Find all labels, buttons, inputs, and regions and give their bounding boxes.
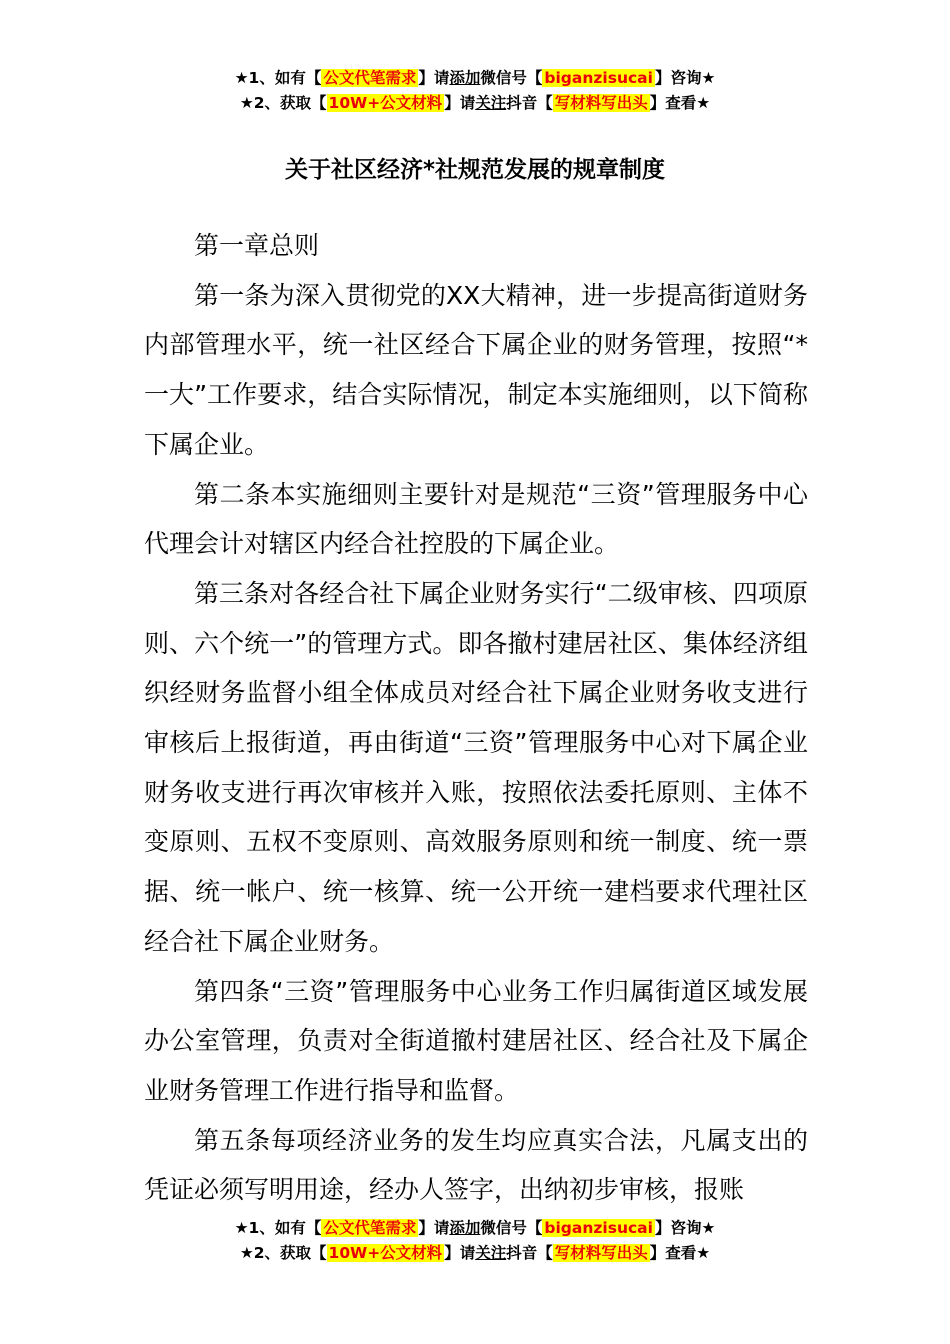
banner-highlight: 10W+公文材料	[328, 1244, 443, 1262]
banner-text: ★1、如有【	[234, 69, 322, 87]
banner-text: 抖音【	[506, 1244, 553, 1262]
banner-underline: 添加	[449, 1219, 481, 1237]
document-body	[144, 221, 808, 1215]
article-3: 第三条对各经合社下属企业财务实行“二级审核、四项原则、六个统一”的管理方式。即各撤村建居社区、集体经济组织经财务监督小组全体成员对经合社下属企业财务收支进行审核后上报街道，再由街道“三资”管理服务中心对下属企业财务收支进行再次审核并入账，按照依法委托原则、主体不变原则、五权不变原则、高效服务原则和统一制度、统一票据、统一帐户、统一核算、统一公开统一建档要求代理社区经合社下属企业财务。	[144, 578, 808, 956]
document-title: 关于社区经济*社规范发展的规章制度	[284, 157, 666, 183]
article-2: 第二条本实施细则主要针对是规范“三资”管理服务中心代理会计对辖区内经合社控股的下属企业。	[144, 479, 808, 559]
banner-text: 】咨询★	[654, 69, 716, 87]
banner-highlight: biganzisucai	[544, 1219, 653, 1237]
banner-text: ★1、如有【	[234, 1219, 322, 1237]
banner-underline: 关注	[475, 94, 507, 112]
chapter-heading: 第一章总则	[194, 231, 320, 260]
banner-line-2	[0, 1241, 950, 1266]
banner-text: 抖音【	[506, 94, 553, 112]
article-1: 第一条为深入贯彻党的XX大精神，进一步提高街道财务内部管理水平，统一社区经合下属企业的财务管理，按照“*一大”工作要求，结合实际情况，制定本实施细则，以下简称下属企业。	[144, 280, 808, 459]
banner-text: 】咨询★	[654, 1219, 716, 1237]
banner-text: 】请	[418, 1219, 450, 1237]
header-banner	[0, 66, 950, 116]
article-4: 第四条“三资”管理服务中心业务工作归属街道区域发展办公室管理，负责对全街道撤村建居社区、经合社及下属企业财务管理工作进行指导和监督。	[144, 976, 808, 1105]
banner-text: 】请	[444, 94, 476, 112]
banner-highlight: 写材料写出头	[554, 94, 648, 112]
banner-line-1	[0, 1216, 950, 1241]
banner-highlight: 公文代笔需求	[323, 69, 417, 87]
banner-line-1	[0, 66, 950, 91]
banner-text: ★2、获取【	[239, 1244, 327, 1262]
banner-text: 微信号【	[480, 69, 543, 87]
footer-banner	[0, 1216, 950, 1266]
banner-underline: 添加	[449, 69, 481, 87]
banner-highlight: 公文代笔需求	[323, 1219, 417, 1237]
banner-highlight: 10W+公文材料	[328, 94, 443, 112]
banner-text: 微信号【	[480, 1219, 543, 1237]
banner-text: 】查看★	[649, 1244, 711, 1262]
banner-underline: 关注	[475, 1244, 507, 1262]
banner-highlight: 写材料写出头	[554, 1244, 648, 1262]
banner-text: 】查看★	[649, 94, 711, 112]
banner-text: 】请	[418, 69, 450, 87]
banner-highlight: biganzisucai	[544, 69, 653, 87]
banner-text: ★2、获取【	[239, 94, 327, 112]
article-5: 第五条每项经济业务的发生均应真实合法，凡属支出的凭证必须写明用途，经办人签字，出纳初步审核，报账	[144, 1125, 808, 1205]
banner-text: 】请	[444, 1244, 476, 1262]
banner-line-2	[0, 91, 950, 116]
